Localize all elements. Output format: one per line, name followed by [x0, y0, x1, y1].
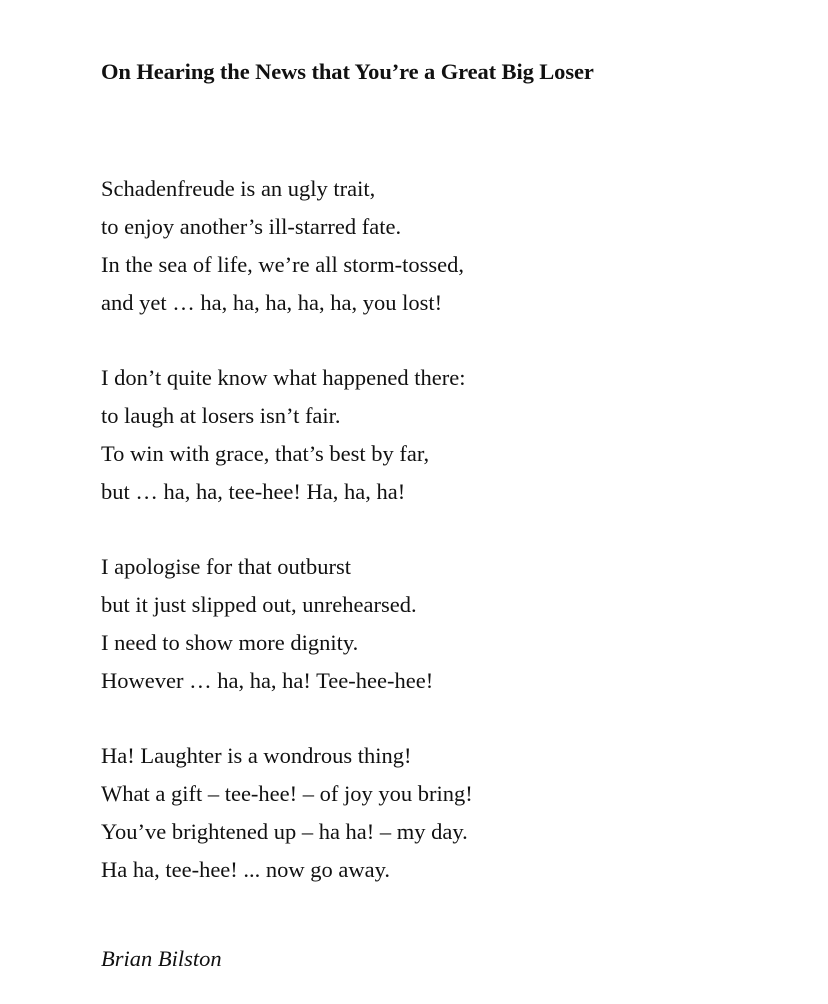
poem-page [101, 58, 801, 926]
poem-line: Ha! Laughter is a wondrous thing! [101, 743, 412, 768]
stanza-1 [101, 170, 801, 322]
poem-line: I apologise for that outburst [101, 554, 351, 579]
poem-line: Schadenfreude is an ugly trait, [101, 176, 376, 201]
poem-author: Brian Bilston [101, 946, 222, 971]
stanza-2 [101, 359, 801, 511]
poem-body [101, 170, 801, 889]
poem-line: Ha ha, tee-hee! ... now go away. [101, 857, 391, 882]
poem-line: To win with grace, that’s best by far, [101, 441, 430, 466]
poem-line: to enjoy another’s ill-starred fate. [101, 214, 402, 239]
poem-line: However … ha, ha, ha! Tee-hee-hee! [101, 668, 434, 693]
poem-line: and yet … ha, ha, ha, ha, ha, you lost! [101, 290, 443, 315]
poem-line: to laugh at losers isn’t fair. [101, 403, 341, 428]
poem-line: You’ve brightened up – ha ha! – my day. [101, 819, 468, 844]
stanza-3 [101, 548, 801, 700]
poem-line: I don’t quite know what happened there: [101, 365, 466, 390]
poem-line: but … ha, ha, tee-hee! Ha, ha, ha! [101, 479, 406, 504]
stanza-4 [101, 737, 801, 889]
poem-title: On Hearing the News that You’re a Great Big Loser [101, 59, 594, 84]
poem-line: but it just slipped out, unrehearsed. [101, 592, 417, 617]
poem-line: I need to show more dignity. [101, 630, 359, 655]
poem-line: What a gift – tee-hee! – of joy you bring! [101, 781, 473, 806]
poem-line: In the sea of life, we’re all storm-tossed, [101, 252, 464, 277]
